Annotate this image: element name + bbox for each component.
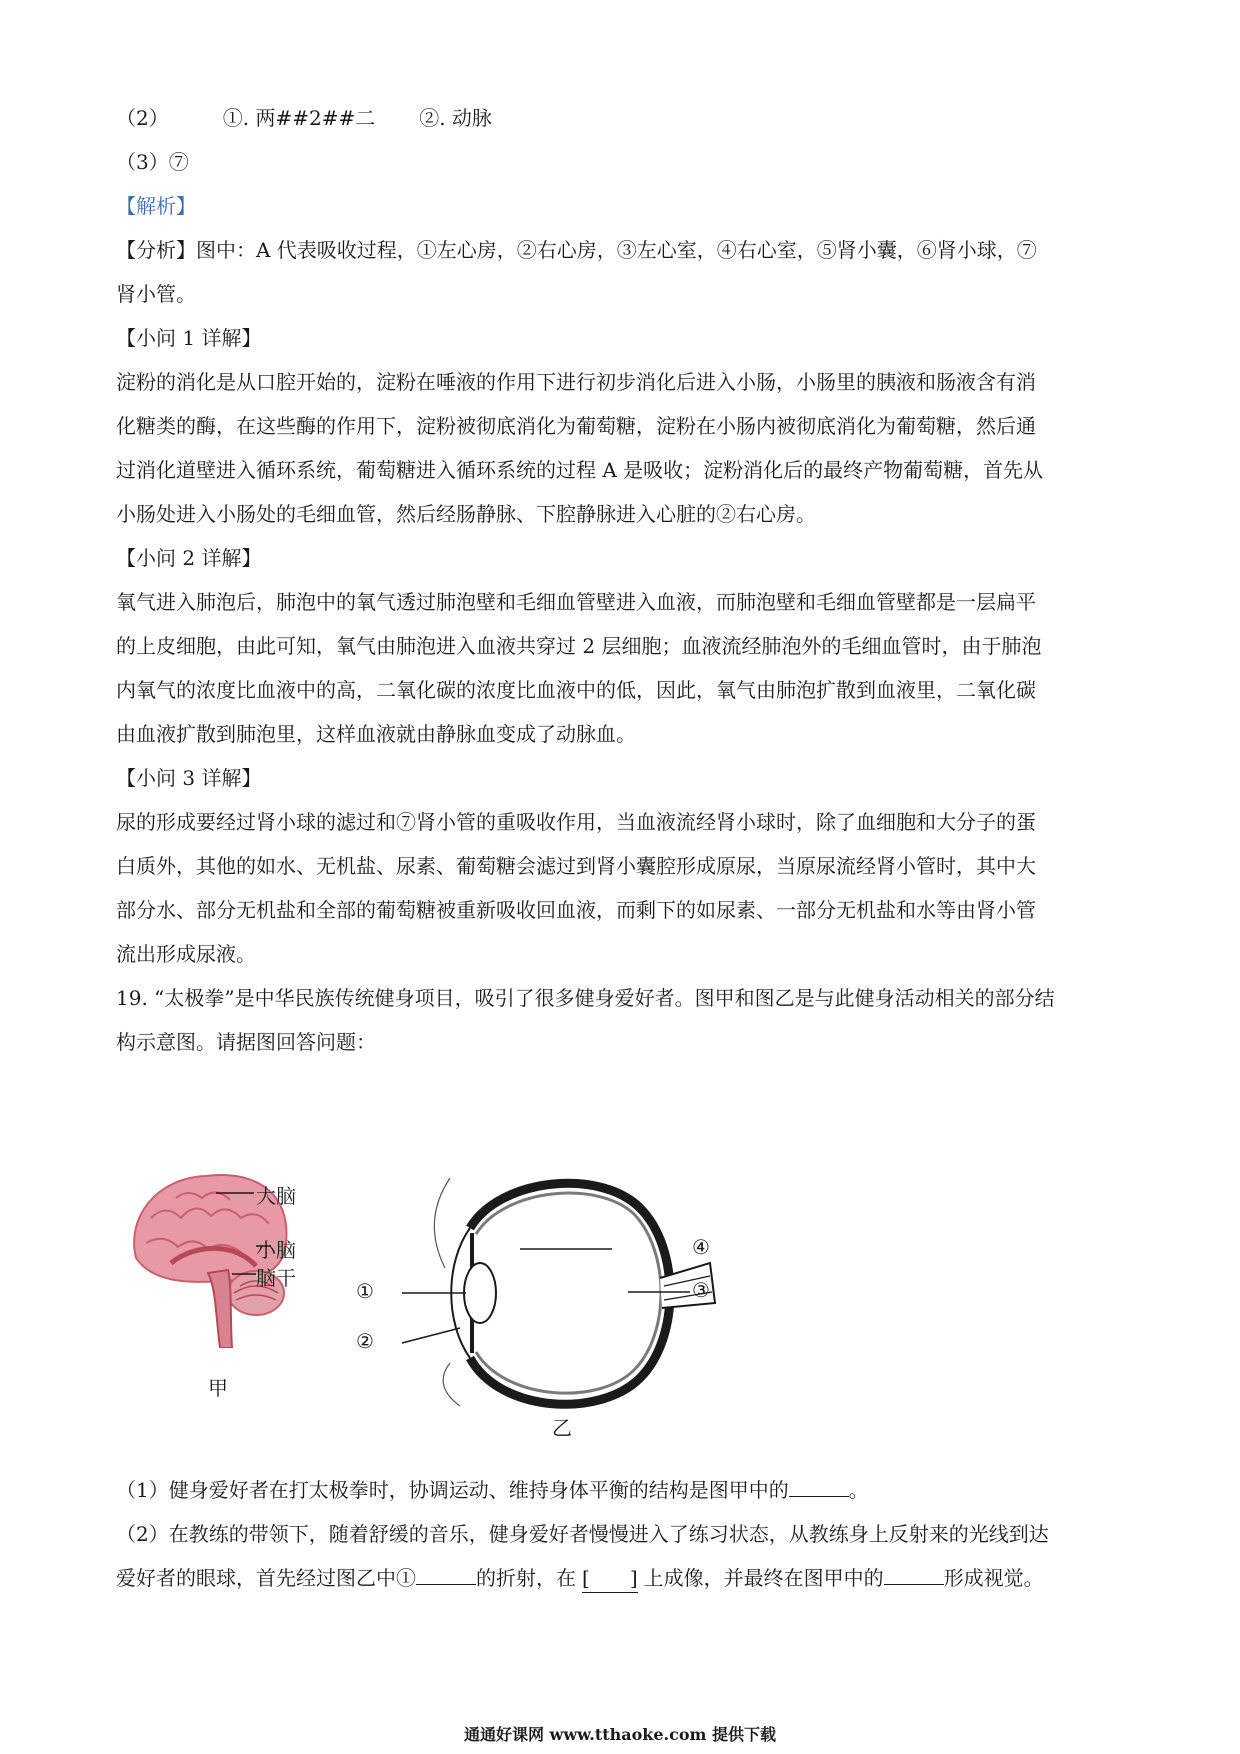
brainstem-shape (208, 1270, 232, 1348)
answer-bracket-blank[interactable]: [ ] (582, 1564, 638, 1593)
subq3-line-1: 尿的形成要经过肾小球的滤过和⑦肾小管的重吸收作用，当血液流经肾小球时，除了血细胞和大分子的蛋 (116, 810, 1036, 834)
page-footer: 通通好课网 www.tthaoke.com 提供下载 (463, 1725, 777, 1744)
answer-2-part2: ②. 动脉 (419, 106, 492, 130)
eye-illustration (390, 1168, 730, 1438)
question-19-2-part-a: 爱好者的眼球，首先经过图乙中① (116, 1566, 416, 1590)
subq2-heading: 【小问 2 详解】 (116, 546, 262, 570)
subq3-line-3: 部分水、部分无机盐和全部的葡萄糖被重新吸收回血液，而剩下的如尿素、一部分无机盐和水等由肾小管 (116, 898, 1036, 922)
eye-caption: 乙 (552, 1416, 572, 1440)
analysis-line-1: 【分析】图中：A 代表吸收过程，①左心房，②右心房，③左心室，④右心室，⑤肾小囊，⑥肾小球，⑦ (116, 238, 1037, 262)
subq3-heading: 【小问 3 详解】 (116, 766, 262, 790)
subq2-line-3: 内氧气的浓度比血液中的高，二氧化碳的浓度比血液中的低，因此，氧气由肺泡扩散到血液里，二氧化碳 (116, 678, 1036, 702)
subq1-line-4: 小肠处进入小肠处的毛细血管，然后经肠静脉、下腔静脉进入心脏的②右心房。 (116, 502, 816, 526)
subq1-line-1: 淀粉的消化是从口腔开始的，淀粉在唾液的作用下进行初步消化后进入小肠，小肠里的胰液和肠液含有消 (116, 370, 1036, 394)
subq2-line-4: 由血液扩散到肺泡里，这样血液就由静脉血变成了动脉血。 (116, 722, 636, 746)
label-brainstem: 脑干 (256, 1266, 296, 1290)
question-19-line-1: 19. “太极拳”是中华民族传统健身项目，吸引了很多健身爱好者。图甲和图乙是与此健身活动相关的部分结 (116, 986, 1055, 1010)
label-cerebrum: 大脑 (256, 1184, 296, 1208)
question-19-1-end: 。 (848, 1478, 869, 1502)
subq3-line-4: 流出形成尿液。 (116, 942, 256, 966)
lower-eyelid (443, 1363, 460, 1406)
answer-2-number: （2） (116, 106, 169, 130)
eye-label-2: ② (356, 1329, 374, 1353)
eye-label-3: ③ (692, 1278, 710, 1302)
question-19-1-text: （1）健身爱好者在打太极拳时，协调运动、维持身体平衡的结构是图甲中的 (116, 1478, 789, 1502)
sclera (470, 1183, 670, 1404)
subq2-line-2: 的上皮细胞，由此可知，氧气由肺泡进入血液共穿过 2 层细胞；血液流经肺泡外的毛细血管时，由于肺泡 (116, 634, 1042, 658)
analysis-line-2: 肾小管。 (116, 282, 196, 306)
answer-blank-3[interactable] (884, 1564, 944, 1585)
analysis-heading: 【解析】 (116, 194, 196, 218)
answer-blank-2[interactable] (416, 1564, 476, 1585)
question-19-2-part-b: 的折射，在 (476, 1566, 576, 1590)
question-19-2-line-2 (116, 1564, 1136, 1593)
brain-illustration (116, 1148, 356, 1348)
subq2-line-1: 氧气进入肺泡后，肺泡中的氧气透过肺泡壁和毛细血管壁进入血液，而肺泡壁和毛细血管壁都是一层扁平 (116, 590, 1036, 614)
answer-3-line: （3）⑦ (116, 150, 189, 174)
eye-label-1: ① (356, 1279, 374, 1303)
question-19-line-2: 构示意图。请据图回答问题： (116, 1030, 376, 1054)
answer-2-line (116, 104, 1136, 132)
answer-blank-1[interactable] (789, 1476, 849, 1497)
brain-caption: 甲 (208, 1376, 228, 1400)
lens (464, 1263, 496, 1323)
brain-figure (116, 1148, 356, 1428)
question-19-2-line-1: （2）在教练的带领下，随着舒缓的音乐，健身爱好者慢慢进入了练习状态，从教练身上反射来的光线到达 (116, 1522, 1049, 1546)
subq1-line-3: 过消化道壁进入循环系统，葡萄糖进入循环系统的过程 A 是吸收；淀粉消化后的最终产物葡萄糖，首先从 (116, 458, 1044, 482)
choroid (476, 1193, 661, 1393)
answer-2-part1: ①. 两##2##二 (222, 106, 376, 130)
subq1-line-2: 化糖类的酶，在这些酶的作用下，淀粉被彻底消化为葡萄糖，淀粉在小肠内被彻底消化为葡萄糖，然后通 (116, 414, 1036, 438)
eye-figure (356, 1168, 730, 1440)
question-19-1 (116, 1476, 1136, 1504)
question-19-2-part-d: 形成视觉。 (943, 1566, 1044, 1590)
label-cerebellum: 小脑 (256, 1238, 296, 1262)
upper-eyelid (434, 1178, 450, 1268)
subq3-line-2: 白质外，其他的如水、无机盐、尿素、葡萄糖会滤过到肾小囊腔形成原尿，当原尿流经肾小管时，其中大 (116, 854, 1036, 878)
question-19-2-part-c: 上成像，并最终在图甲中的 (643, 1566, 884, 1590)
subq1-heading: 【小问 1 详解】 (116, 326, 262, 350)
leader-2 (402, 1328, 460, 1343)
eye-label-4: ④ (692, 1235, 710, 1259)
